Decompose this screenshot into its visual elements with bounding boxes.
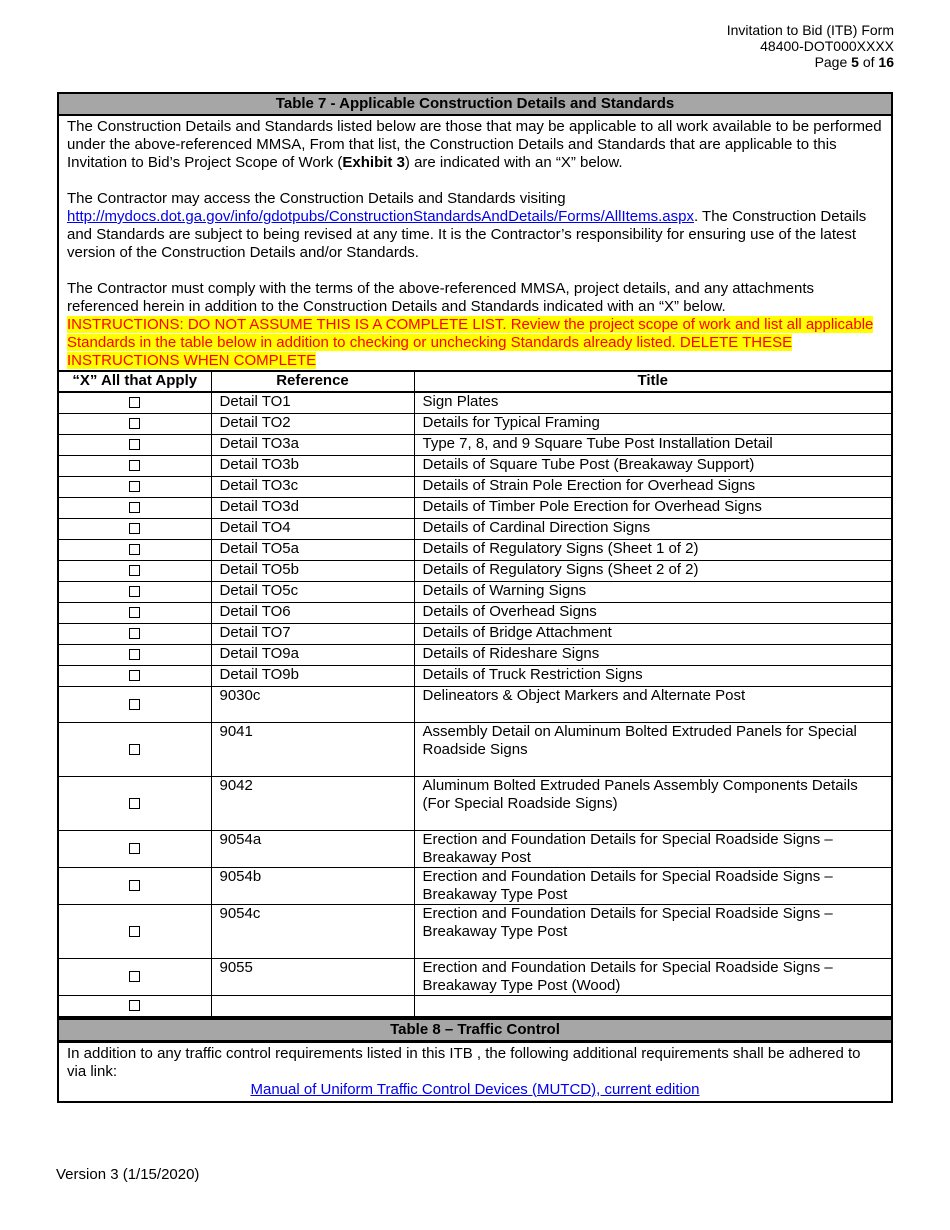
standards-table (59, 370, 891, 1017)
page-header (727, 22, 894, 70)
table-row (59, 644, 891, 665)
apply-checkbox[interactable] (129, 586, 140, 597)
apply-checkbox[interactable] (129, 649, 140, 660)
intro-paragraph-2: The Contractor may access the Construction Details and Standards visiting http://mydocs.dot.ga.gov/info/gdotpubs/ConstructionStandardsAndDetails/Forms/AllItems.aspx. The Construction Details and Standards are subject to being revised at any time. It is the Contractor’s responsibility for ensuring use of the latest version of the Construction Details and/or Standards. (67, 190, 867, 261)
title-cell: Erection and Foundation Details for Special Roadside Signs – Breakaway Type Post (414, 904, 891, 958)
title-cell: Details of Strain Pole Erection for Overhead Signs (414, 476, 891, 497)
table-row (59, 686, 891, 722)
table-7-frame (57, 92, 893, 1103)
apply-checkbox[interactable] (129, 744, 140, 755)
reference-cell: Detail TO2 (211, 413, 414, 434)
reference-cell: Detail TO9b (211, 665, 414, 686)
table-header-row (59, 371, 891, 392)
table-row (59, 413, 891, 434)
form-title: Invitation to Bid (ITB) Form (726, 22, 894, 38)
table-row (59, 539, 891, 560)
apply-checkbox[interactable] (129, 460, 140, 471)
table-8-title: Table 8 – Traffic Control (59, 1017, 891, 1043)
title-cell: Erection and Foundation Details for Special Roadside Signs – Breakaway Type Post (Wood) (414, 958, 891, 995)
table-row (59, 392, 891, 413)
apply-checkbox[interactable] (129, 544, 140, 555)
table-row (59, 476, 891, 497)
apply-checkbox[interactable] (129, 843, 140, 854)
intro-paragraph-1: The Construction Details and Standards listed below are those that may be applicable to all work available to be performed under the above-referenced MMSA, From that list, the Construction Details and Standards that are applicable to this Invitation to Bid’s Project Scope of Work (Exhibit 3) are indicated with an “X” below. (67, 118, 882, 171)
title-cell: Details of Bridge Attachment (414, 623, 891, 644)
table-row (59, 958, 891, 995)
version-footer: Version 3 (1/15/2020) (56, 1166, 200, 1183)
table-row (59, 776, 891, 830)
reference-cell: 9041 (211, 722, 414, 776)
apply-checkbox[interactable] (129, 481, 140, 492)
table-row (59, 455, 891, 476)
table-row (59, 602, 891, 623)
title-cell: Details of Warning Signs (414, 581, 891, 602)
title-cell: Details of Square Tube Post (Breakaway Support) (414, 455, 891, 476)
reference-cell: Detail TO9a (211, 644, 414, 665)
apply-checkbox[interactable] (129, 439, 140, 450)
reference-cell: Detail TO1 (211, 392, 414, 413)
reference-cell: Detail TO3a (211, 434, 414, 455)
apply-checkbox[interactable] (129, 971, 140, 982)
table-row (59, 497, 891, 518)
title-cell: Type 7, 8, and 9 Square Tube Post Installation Detail (414, 434, 891, 455)
table-row (59, 722, 891, 776)
reference-cell: Detail TO5a (211, 539, 414, 560)
apply-checkbox[interactable] (129, 565, 140, 576)
title-cell: Assembly Detail on Aluminum Bolted Extruded Panels for Special Roadside Signs (414, 722, 891, 776)
title-cell: Details of Rideshare Signs (414, 644, 891, 665)
title-cell: Details of Regulatory Signs (Sheet 2 of 2) (414, 560, 891, 581)
reference-cell: 9030c (211, 686, 414, 722)
title-cell: Aluminum Bolted Extruded Panels Assembly Components Details (For Special Roadside Signs) (414, 776, 891, 830)
table-7-intro (59, 116, 891, 370)
title-cell: Details of Overhead Signs (414, 602, 891, 623)
reference-cell: Detail TO3b (211, 455, 414, 476)
table-7-title: Table 7 - Applicable Construction Details and Standards (59, 94, 891, 116)
table-row (59, 623, 891, 644)
title-cell: Details of Regulatory Signs (Sheet 1 of 2) (414, 539, 891, 560)
reference-cell: 9054c (211, 904, 414, 958)
table-row (59, 518, 891, 539)
form-number: 48400-DOT000XXXX (760, 38, 894, 54)
table-row (59, 665, 891, 686)
standards-link[interactable]: http://mydocs.dot.ga.gov/info/gdotpubs/ConstructionStandardsAndDetails/Forms/AllItems.aspx (67, 208, 694, 225)
table-row (59, 830, 891, 867)
title-cell[interactable] (414, 995, 891, 1016)
apply-checkbox[interactable] (129, 670, 140, 681)
apply-checkbox[interactable] (129, 798, 140, 809)
title-cell: Erection and Foundation Details for Special Roadside Signs – Breakaway Type Post (414, 867, 891, 904)
mutcd-link[interactable]: Manual of Uniform Traffic Control Devices (MUTCD), current edition (250, 1080, 700, 1098)
apply-checkbox[interactable] (129, 880, 140, 891)
title-cell: Details for Typical Framing (414, 413, 891, 434)
apply-checkbox[interactable] (129, 628, 140, 639)
column-header-apply: “X” All that Apply (59, 371, 211, 392)
apply-checkbox[interactable] (129, 699, 140, 710)
table-row (59, 995, 891, 1016)
page-indicator: Page 5 of 16 (814, 54, 894, 70)
title-cell: Sign Plates (414, 392, 891, 413)
title-cell: Delineators & Object Markers and Alternate Post (414, 686, 891, 722)
apply-checkbox[interactable] (129, 418, 140, 429)
reference-cell: Detail TO5b (211, 560, 414, 581)
apply-checkbox[interactable] (129, 397, 140, 408)
title-cell: Details of Timber Pole Erection for Overhead Signs (414, 497, 891, 518)
table-8-body (59, 1043, 891, 1101)
table-row (59, 904, 891, 958)
reference-cell[interactable] (211, 995, 414, 1016)
table-row (59, 581, 891, 602)
apply-checkbox[interactable] (129, 1000, 140, 1011)
reference-cell: Detail TO7 (211, 623, 414, 644)
apply-checkbox[interactable] (129, 523, 140, 534)
reference-cell: Detail TO3c (211, 476, 414, 497)
apply-checkbox[interactable] (129, 607, 140, 618)
apply-checkbox[interactable] (129, 926, 140, 937)
reference-cell: 9042 (211, 776, 414, 830)
reference-cell: Detail TO4 (211, 518, 414, 539)
instructions-text: INSTRUCTIONS: DO NOT ASSUME THIS IS A COMPLETE LIST. Review the project scope of work and list all applicable Standards in the table below in addition to checking or unchecking Standards already listed. DELETE THESE INSTRUCTIONS WHEN COMPLETE (67, 316, 874, 369)
apply-checkbox[interactable] (129, 502, 140, 513)
table-row (59, 434, 891, 455)
intro-paragraph-3: The Contractor must comply with the terms of the above-referenced MMSA, project details, and any attachments referenced herein in addition to the Construction Details and Standards indicated with an “X” below. (67, 280, 815, 315)
column-header-title: Title (414, 371, 891, 392)
title-cell: Details of Truck Restriction Signs (414, 665, 891, 686)
reference-cell: 9055 (211, 958, 414, 995)
traffic-control-text: In addition to any traffic control requirements listed in this ITB , the following additional requirements shall be adhered to via link: (67, 1044, 861, 1080)
table-row (59, 560, 891, 581)
table-row (59, 867, 891, 904)
reference-cell: Detail TO3d (211, 497, 414, 518)
column-header-reference: Reference (211, 371, 414, 392)
reference-cell: Detail TO5c (211, 581, 414, 602)
reference-cell: 9054a (211, 830, 414, 867)
title-cell: Erection and Foundation Details for Special Roadside Signs – Breakaway Post (414, 830, 891, 867)
title-cell: Details of Cardinal Direction Signs (414, 518, 891, 539)
reference-cell: 9054b (211, 867, 414, 904)
reference-cell: Detail TO6 (211, 602, 414, 623)
